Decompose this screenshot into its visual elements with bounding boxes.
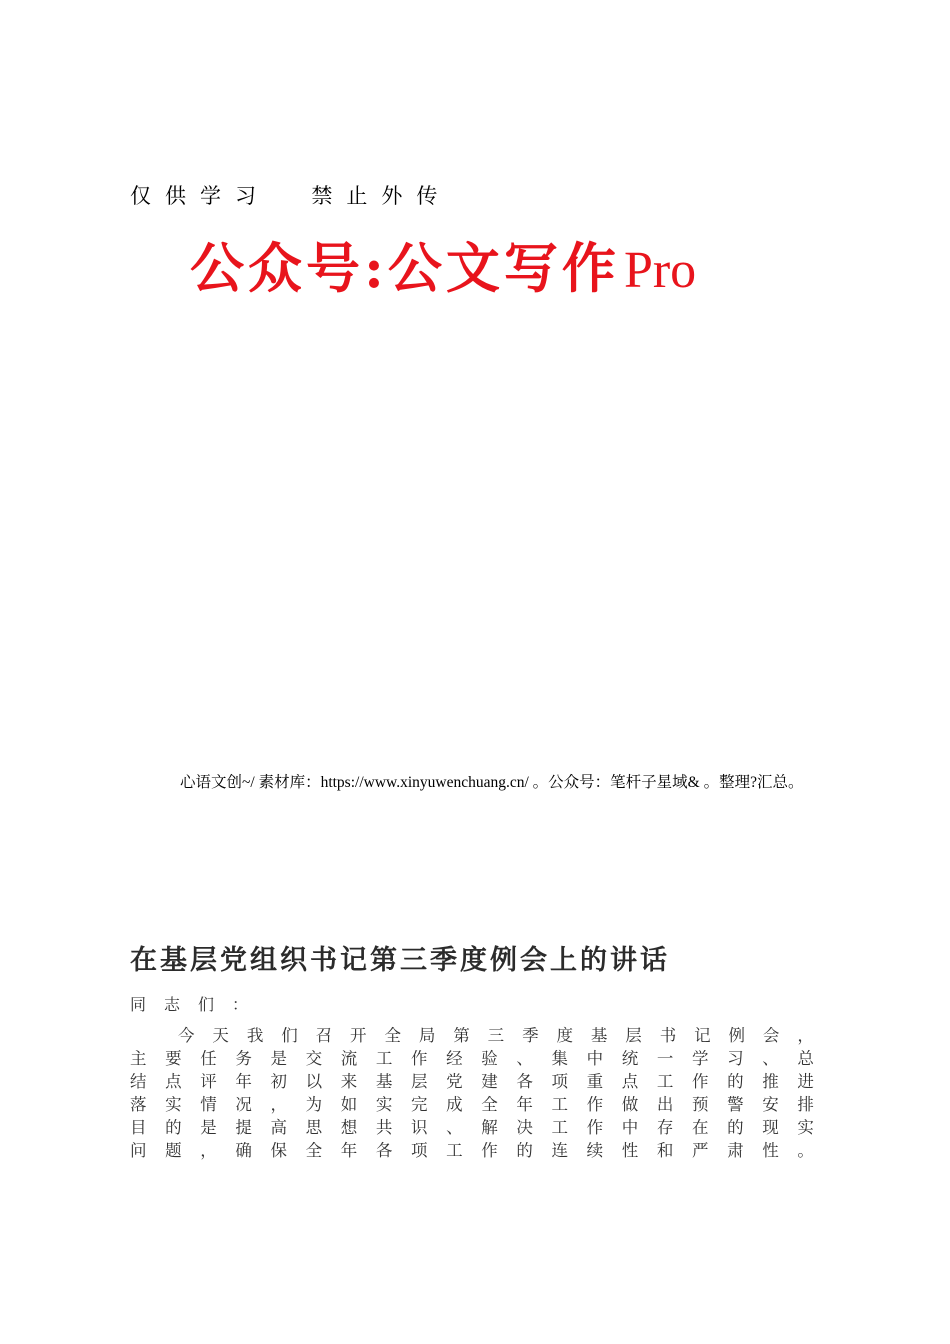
paragraph-line: 落 实 情 况 ， 为 如 实 完 成 全 年 工 作 做 出 预 警 安 排 (130, 1095, 814, 1114)
salutation: 同志们： (130, 995, 267, 1014)
paragraph-line: 主 要 任 务 是 交 流 工 作 经 验 、 集 中 统 一 学 习 、 总 (130, 1049, 814, 1068)
brand-banner (190, 226, 790, 298)
paragraph-line: 目 的 是 提 高 思 想 共 识 、 解 决 工 作 中 存 在 的 现 实 (130, 1118, 814, 1137)
notice-text: 仅供学习 禁止外传 (130, 184, 452, 208)
paragraph-line: 今 天 我 们 召 开 全 局 第 三 季 度 基 层 书 记 例 会 ， (178, 1026, 814, 1045)
paragraph-line: 问 题 ， 确 保 全 年 各 项 工 作 的 连 续 性 和 严 肃 性 。 (130, 1141, 814, 1160)
paragraph-line: 结 点 评 年 初 以 来 基 层 党 建 各 项 重 点 工 作 的 推 进 (130, 1072, 814, 1091)
document-title: 在基层党组织书记第三季度例会上的讲话 (130, 945, 670, 976)
source-line: 心语文创~/ 素材库：https://www.xinyuwenchuang.cn/ 。公众号：笔杆子星域& 。整理?汇总。 (180, 774, 804, 791)
brand-suffix: Pro (623, 242, 697, 299)
speech-paragraph (130, 1024, 814, 1162)
brand-name: 公众号:公文写作 (190, 236, 620, 300)
